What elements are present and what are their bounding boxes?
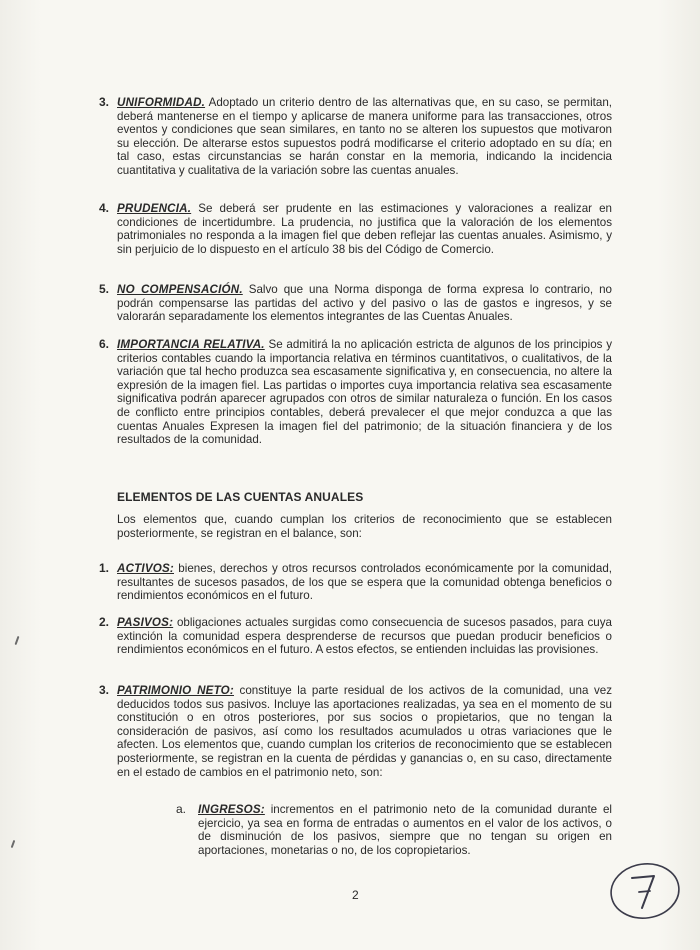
principle-text: Salvo que una Norma disponga de forma expresa lo contrario, no podrán compensarse las partidas del activo y del pasivo o las de gastos e ingresos, y se valorarán separadamente los elementos integrantes de las Cuentas Anuales. <box>117 283 612 324</box>
principle-uniformidad <box>99 95 612 178</box>
principle-text: Se deberá ser prudente en las estimaciones y valoraciones a realizar en condiciones de incertidumbre. La prudencia, no justifica que la valoración de los elementos patrimoniales no responda a la imagen fiel que deben reflejar las cuentas anuales. Asimismo, y sin perjuicio de lo dispuesto en el artículo 38 bis del Código de Comercio. <box>117 202 612 256</box>
term-uniformidad: UNIFORMIDAD. <box>117 96 206 109</box>
element-patrimonio-neto <box>99 683 612 779</box>
handwritten-circled-number <box>606 858 684 922</box>
principle-importancia-relativa <box>99 337 612 447</box>
principle-prudencia <box>99 201 612 256</box>
page-number: 2 <box>352 888 359 902</box>
item-number: 3. <box>99 95 110 109</box>
subitem-text: incrementos en el patrimonio neto de la comunidad durante el ejercicio, ya sea en forma de entradas o aumentos en el valor de los activos, o de disminución de los pasivos, siempre que no tengan su origen en aportaciones, monetarias o no, de los copropietarios. <box>198 803 612 857</box>
item-number: 2. <box>99 615 110 629</box>
element-text: obligaciones actuales surgidas como consecuencia de sucesos pasados, para cuya extinción la comunidad espera desprenderse de recursos que puedan producir beneficios o rendimientos económicos en el futuro. A estos efectos, se entienden incluidas las provisiones. <box>117 616 612 657</box>
element-text: constituye la parte residual de los activos de la comunidad, una vez deducidos todos sus pasivos. Incluye las aportaciones realizadas, ya sea en el momento de su constitución o en otros posteriores, por sus socios o propietarios, que no tengan la consideración de pasivos, así como los resultados acumulados u otras variaciones que le afecten. Los elementos que, cuando cumplan los criterios de reconocimiento que se establecen posteriormente, se registran en la cuenta de pérdidas y ganancias o, en su caso, directamente en el estado de cambios en el patrimonio neto, son: <box>117 684 612 779</box>
item-number: 6. <box>99 337 110 351</box>
principle-text: Se admitirá la no aplicación estricta de algunos de los principios y criterios contables cuando la importancia relativa en términos cuantitativos, o cualitativos, de la variación que tal hecho produzca sea escasamente significativa y, en consecuencia, no altere la expresión de la imagen fiel. Las partidas o importes cuya importancia relativa sea escasamente significativa podrán aparecer agrupados con otros de similar naturaleza o función. En los casos de conflicto entre principios contables, deberá prevalecer el que mejor conduzca a que las cuentas Anuales Expresen la imagen fiel del patrimonio; de la situación financiera y de los resultados de la comunidad. <box>117 338 612 447</box>
element-activos <box>99 561 612 603</box>
item-number: 3. <box>99 683 110 697</box>
term-prudencia: PRUDENCIA. <box>117 202 192 215</box>
principle-no-compensacion <box>99 282 612 324</box>
section-heading: ELEMENTOS DE LAS CUENTAS ANUALES <box>117 490 364 504</box>
scan-artifact <box>15 636 20 645</box>
term-ingresos: INGRESOS: <box>198 803 265 816</box>
element-pasivos <box>99 615 612 657</box>
term-no-compensacion: NO COMPENSACIÓN. <box>117 283 243 296</box>
term-pasivos: PASIVOS: <box>117 616 174 629</box>
scan-artifact <box>11 840 16 848</box>
subitem-ingresos <box>176 802 612 857</box>
subitem-letter: a. <box>176 802 187 816</box>
term-importancia-relativa: IMPORTANCIA RELATIVA. <box>117 338 265 351</box>
principle-text: Adoptado un criterio dentro de las alternativas que, en su caso, se permitan, deberá mantenerse en el tiempo y aplicarse de manera uniforme para las transacciones, otros eventos y condiciones que sean similares, en tanto no se alteren los supuestos que motivaron su elección. De alterarse estos supuestos podrá modificarse el criterio adoptado en su día; en tal caso, estas circunstancias se harán constar en la memoria, indicando la incidencia cuantitativa y cualitativa de la variación sobre las cuentas anuales. <box>117 96 612 177</box>
term-patrimonio-neto: PATRIMONIO NETO: <box>117 684 234 697</box>
item-number: 5. <box>99 282 110 296</box>
element-text: bienes, derechos y otros recursos controlados económicamente por la comunidad, resultantes de sucesos pasados, de los que se espera que la comunidad obtenga beneficios o rendimientos económicos en el futuro. <box>117 562 612 603</box>
item-number: 1. <box>99 561 110 575</box>
section-intro: Los elementos que, cuando cumplan los criterios de reconocimiento que se establecen posteriormente, se registran en el balance, son: <box>117 513 612 540</box>
term-activos: ACTIVOS: <box>117 562 174 575</box>
item-number: 4. <box>99 201 110 215</box>
